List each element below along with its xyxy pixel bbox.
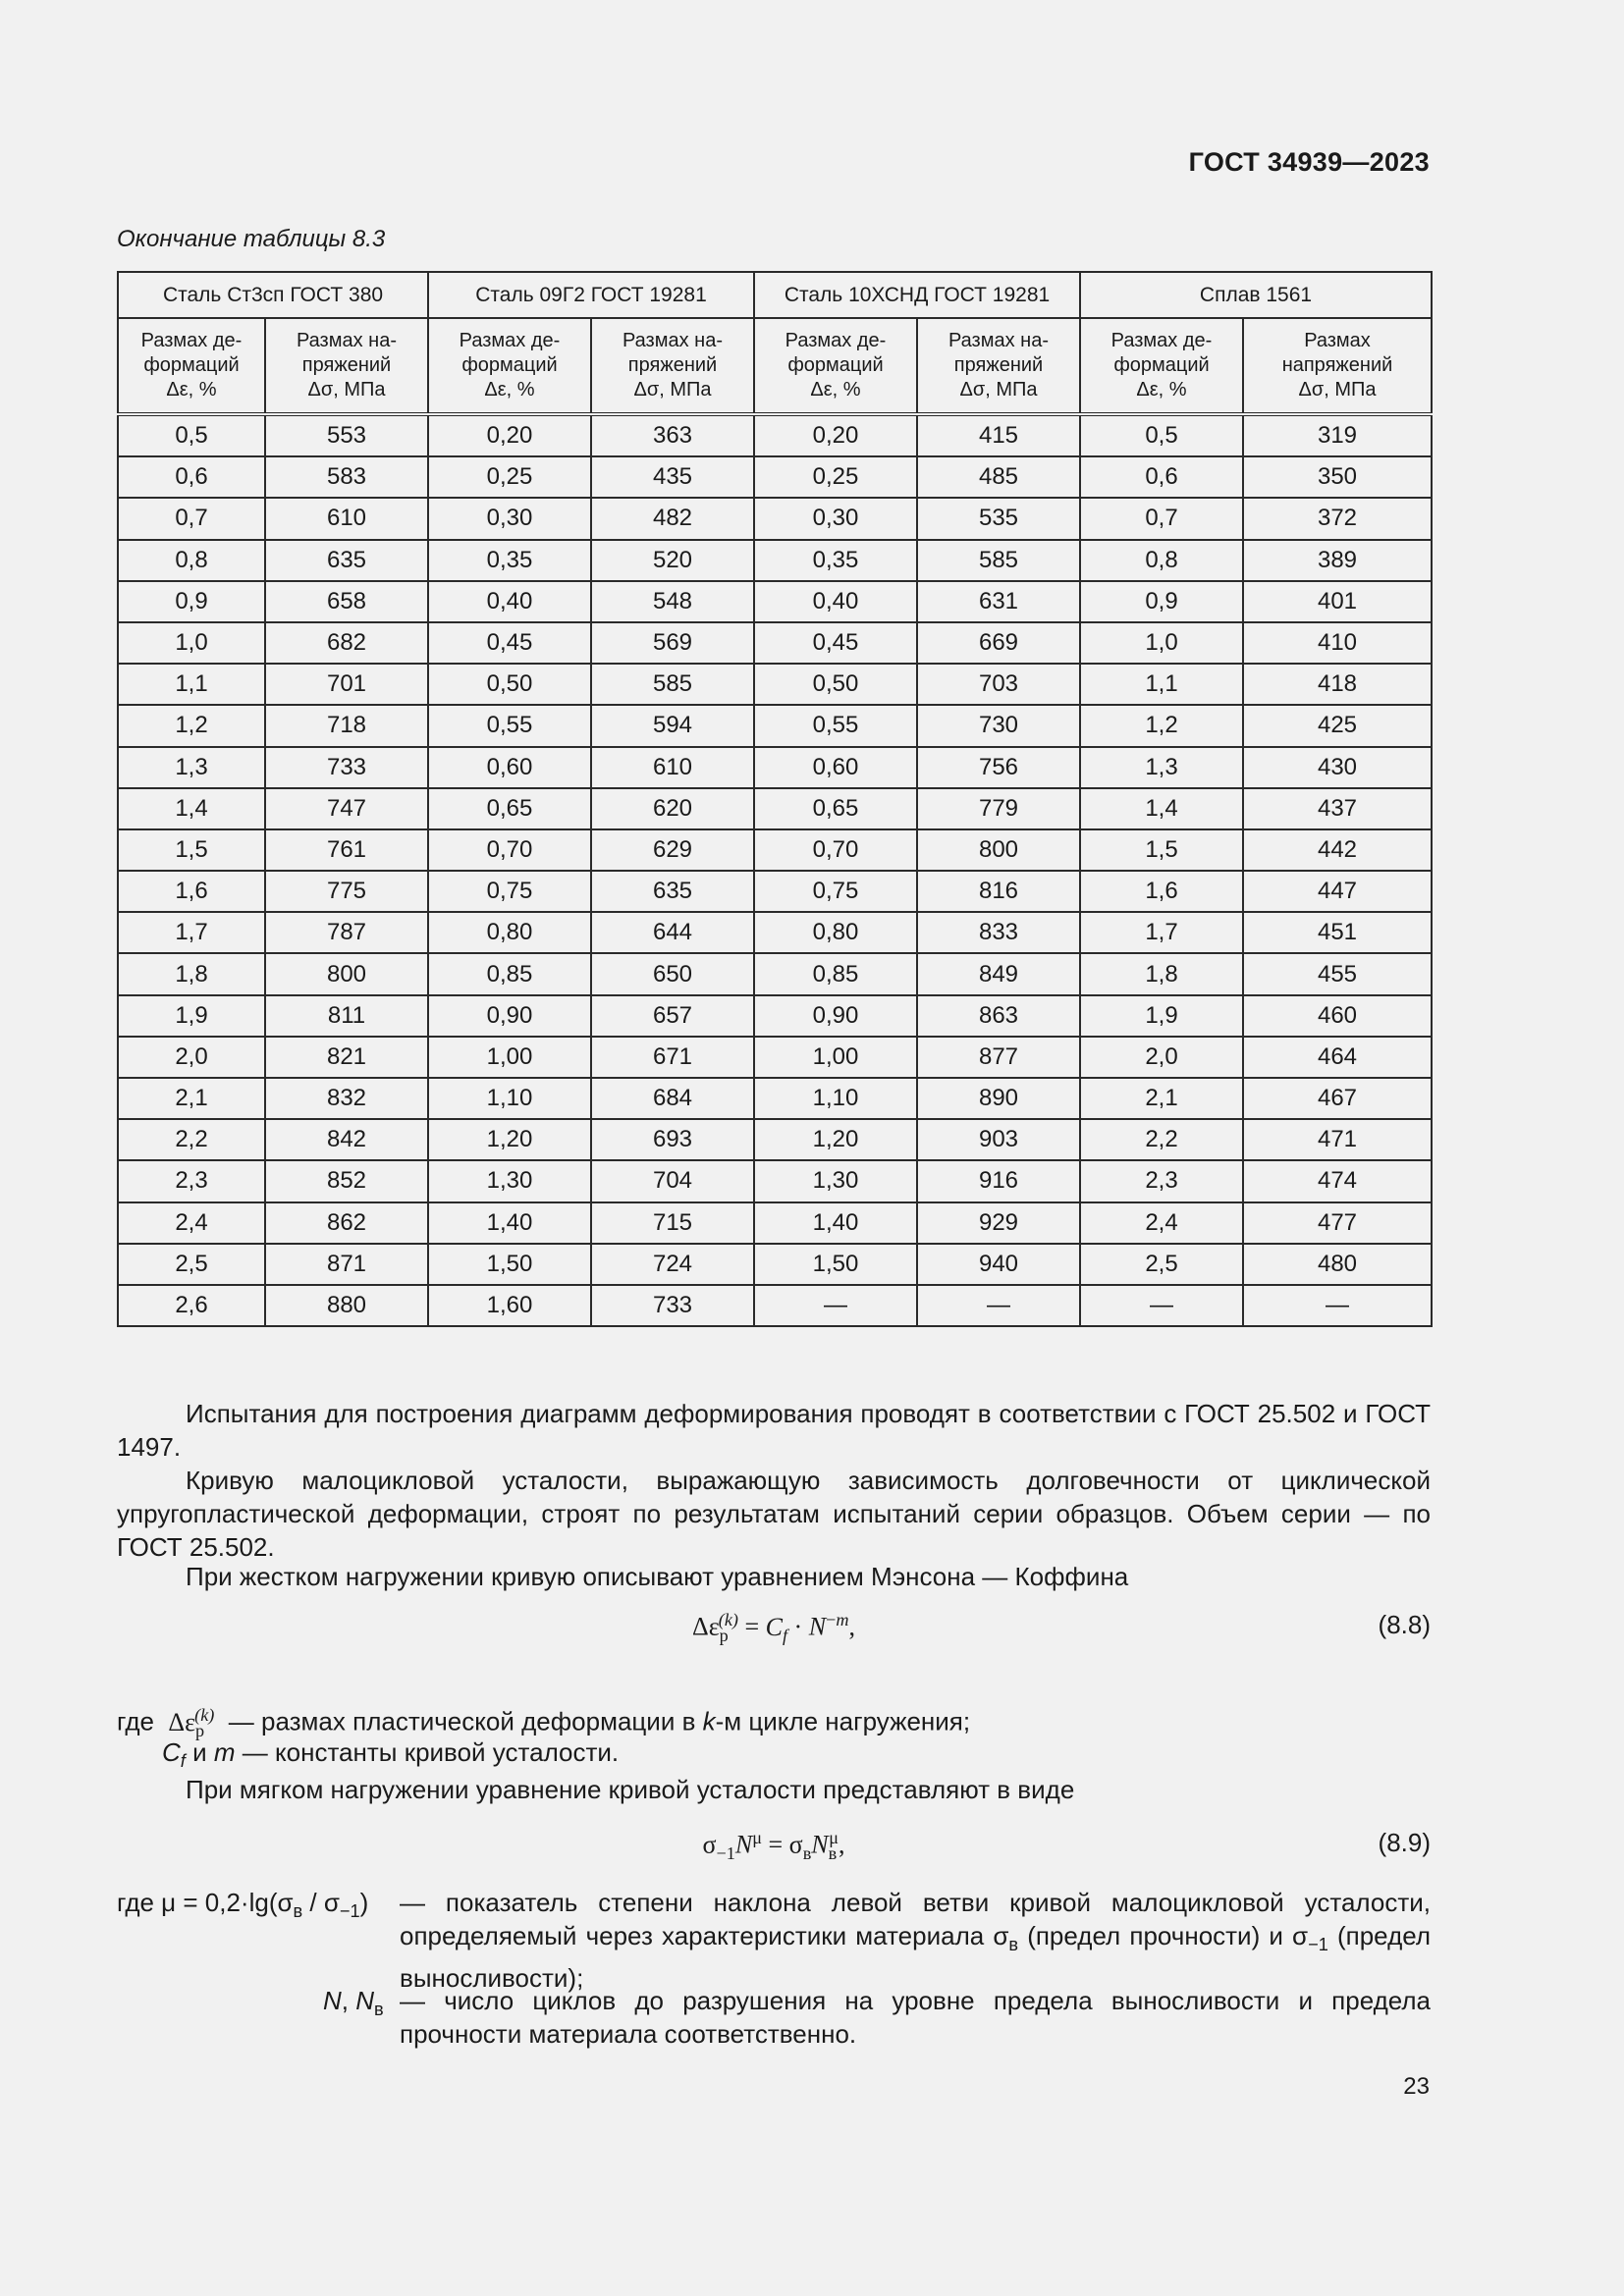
table-cell: — [754, 1285, 917, 1326]
table-cell: 0,45 [754, 622, 917, 664]
column-header-line: формаций [461, 354, 558, 376]
table-cell: 1,4 [118, 788, 265, 829]
table-cell: 629 [591, 829, 754, 871]
table-cell: 704 [591, 1160, 754, 1201]
table-row [118, 581, 1432, 622]
table-row [118, 995, 1432, 1037]
table-cell: 442 [1243, 829, 1432, 871]
table-cell: 1,00 [754, 1037, 917, 1078]
table-cell: 0,80 [754, 912, 917, 953]
column-header-line: Размах де- [785, 330, 887, 351]
table-cell: 594 [591, 705, 754, 746]
table-cell: 610 [591, 747, 754, 788]
table-cell: 1,6 [1080, 871, 1243, 912]
document-code: ГОСТ 34939—2023 [1188, 147, 1430, 177]
table-cell: 447 [1243, 871, 1432, 912]
table-cell: 800 [917, 829, 1080, 871]
table-cell: 701 [265, 664, 428, 705]
column-header-line: Размах [1304, 330, 1371, 351]
table-cell: 418 [1243, 664, 1432, 705]
table-cell: 2,2 [1080, 1119, 1243, 1160]
table-cell: 0,6 [1080, 456, 1243, 498]
table-cell: 747 [265, 788, 428, 829]
table-row [118, 1285, 1432, 1326]
paragraph-curve: Кривую малоцикловой усталости, выражающую зависимость долговечности от циклической упругопластической деформации, строят по результатам испытаний серии образцов. Объем серии — по ГОСТ 25.502. [117, 1466, 1431, 1562]
table-cell: 671 [591, 1037, 754, 1078]
column-header [428, 318, 591, 414]
column-header-line: Размах на- [296, 330, 397, 351]
table-row [118, 1037, 1432, 1078]
table-cell: 0,45 [428, 622, 591, 664]
table-row [118, 1202, 1432, 1244]
table-cell: 724 [591, 1244, 754, 1285]
table-cell: 842 [265, 1119, 428, 1160]
table-cell: 811 [265, 995, 428, 1037]
column-header-line: формаций [143, 354, 240, 376]
table-cell: 1,30 [428, 1160, 591, 1201]
table-cell: 1,50 [428, 1244, 591, 1285]
table-row [118, 622, 1432, 664]
table-row [118, 456, 1432, 498]
table-cell: 718 [265, 705, 428, 746]
table-cell: 730 [917, 705, 1080, 746]
table-cell: 1,20 [428, 1119, 591, 1160]
table-cell: 1,0 [1080, 622, 1243, 664]
column-header-line: напряжений [1281, 354, 1393, 376]
table-cell: 800 [265, 953, 428, 994]
table-cell: 779 [917, 788, 1080, 829]
table-cell: 693 [591, 1119, 754, 1160]
table-cell: 1,6 [118, 871, 265, 912]
table-cell: 0,30 [754, 498, 917, 539]
table-cell: 787 [265, 912, 428, 953]
paragraph-soft: При мягком нагружении уравнение кривой усталости представляют в виде [186, 1775, 1075, 1804]
table-cell: 583 [265, 456, 428, 498]
table-cell: 535 [917, 498, 1080, 539]
table-cell: 451 [1243, 912, 1432, 953]
table-cell: 0,25 [428, 456, 591, 498]
table-cell: 0,90 [428, 995, 591, 1037]
column-header [118, 318, 265, 414]
table-cell: 0,7 [1080, 498, 1243, 539]
table-cell: 435 [591, 456, 754, 498]
table-cell: 650 [591, 953, 754, 994]
table-cell: 1,10 [754, 1078, 917, 1119]
table-cell: 610 [265, 498, 428, 539]
table-cell: 816 [917, 871, 1080, 912]
table-cell: — [1243, 1285, 1432, 1326]
table-cell: 401 [1243, 581, 1432, 622]
table-cell: 0,8 [1080, 540, 1243, 581]
table-cell: 0,8 [118, 540, 265, 581]
column-header-line: Δσ, МПа [307, 379, 386, 400]
table-cell: 553 [265, 414, 428, 456]
table-cell: 0,85 [428, 953, 591, 994]
column-header-line: Размах де- [459, 330, 561, 351]
table-cell: 880 [265, 1285, 428, 1326]
table-cell: 460 [1243, 995, 1432, 1037]
table-cell: — [917, 1285, 1080, 1326]
column-header [1243, 318, 1432, 414]
table-cell: 350 [1243, 456, 1432, 498]
table-cell: 1,7 [118, 912, 265, 953]
table-row [118, 953, 1432, 994]
table-cell: 0,9 [1080, 581, 1243, 622]
table-cell: 862 [265, 1202, 428, 1244]
table-cell: 0,7 [118, 498, 265, 539]
table-cell: 775 [265, 871, 428, 912]
column-header [591, 318, 754, 414]
table-cell: 0,35 [754, 540, 917, 581]
table-cell: 0,40 [754, 581, 917, 622]
column-header-line: Δσ, МПа [1298, 379, 1377, 400]
table-cell: 1,9 [1080, 995, 1243, 1037]
table-cell: 2,4 [118, 1202, 265, 1244]
table-cell: 464 [1243, 1037, 1432, 1078]
table-row [118, 540, 1432, 581]
table-cell: 0,80 [428, 912, 591, 953]
table-cell: 2,6 [118, 1285, 265, 1326]
table-cell: 425 [1243, 705, 1432, 746]
data-table [117, 271, 1433, 1327]
table-cell: 0,55 [428, 705, 591, 746]
table-cell: 1,2 [1080, 705, 1243, 746]
table-cell: 548 [591, 581, 754, 622]
table-row [118, 1078, 1432, 1119]
table-cell: 1,50 [754, 1244, 917, 1285]
table-cell: 1,2 [118, 705, 265, 746]
table-cell: 733 [591, 1285, 754, 1326]
column-header-line: пряжений [301, 354, 392, 376]
column-header-line: Размах де- [140, 330, 243, 351]
table-cell: 1,5 [118, 829, 265, 871]
table-cell: 0,9 [118, 581, 265, 622]
column-header-line: Δσ, МПа [959, 379, 1038, 400]
table-cell: 2,0 [1080, 1037, 1243, 1078]
table-cell: 0,5 [1080, 414, 1243, 456]
table-cell: 0,50 [754, 664, 917, 705]
table-cell: 467 [1243, 1078, 1432, 1119]
table-cell: 635 [591, 871, 754, 912]
table-cell: 833 [917, 912, 1080, 953]
table-cell: 477 [1243, 1202, 1432, 1244]
column-header-line: Δε, % [810, 379, 861, 400]
table-cell: 2,4 [1080, 1202, 1243, 1244]
table-row [118, 829, 1432, 871]
table-cell: 631 [917, 581, 1080, 622]
table-row [118, 414, 1432, 456]
table-cell: 0,75 [428, 871, 591, 912]
table-cell: 703 [917, 664, 1080, 705]
table-cell: 0,90 [754, 995, 917, 1037]
table-cell: 1,3 [118, 747, 265, 788]
table-cell: 929 [917, 1202, 1080, 1244]
table-row [118, 498, 1432, 539]
table-cell: 585 [591, 664, 754, 705]
table-cell: 0,50 [428, 664, 591, 705]
table-cell: 1,8 [118, 953, 265, 994]
paragraph-tests: Испытания для построения диаграмм деформирования проводят в соответствии с ГОСТ 25.502 и ГОСТ 1497. [117, 1399, 1431, 1462]
table-cell: 1,7 [1080, 912, 1243, 953]
table-cell: 644 [591, 912, 754, 953]
formula-soft-loading: $\sigma_{-1}N^\mu = \sigma_вN_в^\mu$, [702, 1828, 845, 1863]
group-header-10hsnd: Сталь 10ХСНД ГОСТ 19281 [754, 272, 1080, 318]
table-cell: 852 [265, 1160, 428, 1201]
table-cell: 871 [265, 1244, 428, 1285]
table-cell: 916 [917, 1160, 1080, 1201]
table-cell: 0,70 [754, 829, 917, 871]
table-cell: 1,3 [1080, 747, 1243, 788]
table-cell: 482 [591, 498, 754, 539]
table-cell: 0,65 [428, 788, 591, 829]
table-cell: 415 [917, 414, 1080, 456]
table-cell: 0,25 [754, 456, 917, 498]
table-cell: 0,30 [428, 498, 591, 539]
table-cell: 0,5 [118, 414, 265, 456]
table-cell: 1,60 [428, 1285, 591, 1326]
table-cell: 0,20 [428, 414, 591, 456]
table-cell: 761 [265, 829, 428, 871]
table-row [118, 747, 1432, 788]
where-delta-eps: где $\Delta\varepsilon_р^{(k)}$ — размах пластической деформации в k-м цикле нагружения; [117, 1705, 971, 1740]
table-cell: — [1080, 1285, 1243, 1326]
column-header-line: Δε, % [166, 379, 217, 400]
table-row [118, 871, 1432, 912]
equation-8-9 [117, 1828, 1431, 1867]
column-header [265, 318, 428, 414]
group-header-st3sp: Сталь Ст3сп ГОСТ 380 [118, 272, 428, 318]
paragraph-rigid: При жестком нагружении кривую описывают уравнением Мэнсона — Коффина [186, 1562, 1129, 1591]
table-cell: 715 [591, 1202, 754, 1244]
table-cell: 1,8 [1080, 953, 1243, 994]
table-cell: 389 [1243, 540, 1432, 581]
table-cell: 0,85 [754, 953, 917, 994]
table-cell: 2,5 [118, 1244, 265, 1285]
table-cell: 1,40 [754, 1202, 917, 1244]
table-cell: 849 [917, 953, 1080, 994]
column-header-line: Размах де- [1110, 330, 1213, 351]
table-cell: 2,3 [1080, 1160, 1243, 1201]
table-cell: 2,1 [118, 1078, 265, 1119]
column-header-line: Размах на- [947, 330, 1049, 351]
table-cell: 1,1 [1080, 664, 1243, 705]
table-cell: 1,00 [428, 1037, 591, 1078]
column-header-line: Δε, % [484, 379, 535, 400]
table-row [118, 1119, 1432, 1160]
table-cell: 410 [1243, 622, 1432, 664]
table-cell: 480 [1243, 1244, 1432, 1285]
table-cell: 455 [1243, 953, 1432, 994]
table-cell: 1,20 [754, 1119, 917, 1160]
table-cell: 1,30 [754, 1160, 917, 1201]
table-cell: 1,1 [118, 664, 265, 705]
table-row [118, 1244, 1432, 1285]
column-header-line: формаций [787, 354, 884, 376]
equation-8-8 [117, 1610, 1431, 1649]
table-cell: 1,10 [428, 1078, 591, 1119]
table-caption: Окончание таблицы 8.3 [117, 226, 386, 252]
column-header-line: Размах на- [622, 330, 723, 351]
table-cell: 585 [917, 540, 1080, 581]
table-cell: 0,65 [754, 788, 917, 829]
table-cell: 363 [591, 414, 754, 456]
page-number: 23 [1403, 2073, 1430, 2100]
table-cell: 0,20 [754, 414, 917, 456]
table-cell: 756 [917, 747, 1080, 788]
table-cell: 682 [265, 622, 428, 664]
equation-number: (8.9) [1378, 1828, 1431, 1857]
table-cell: 1,40 [428, 1202, 591, 1244]
column-header [1080, 318, 1243, 414]
table-cell: 0,55 [754, 705, 917, 746]
table-cell: 940 [917, 1244, 1080, 1285]
table-cell: 890 [917, 1078, 1080, 1119]
table-cell: 903 [917, 1119, 1080, 1160]
table-row [118, 705, 1432, 746]
table-cell: 569 [591, 622, 754, 664]
table-cell: 372 [1243, 498, 1432, 539]
formula-manson-coffin: $\Delta\varepsilon_р^{(k)} = C_f \cdot N^{-m}$, [692, 1610, 855, 1645]
table-row [118, 664, 1432, 705]
column-header-line: формаций [1113, 354, 1210, 376]
table-cell: 471 [1243, 1119, 1432, 1160]
table-cell: 620 [591, 788, 754, 829]
table-cell: 2,5 [1080, 1244, 1243, 1285]
table-cell: 485 [917, 456, 1080, 498]
column-header-line: Δε, % [1136, 379, 1187, 400]
table-cell: 1,0 [118, 622, 265, 664]
table-cell: 0,40 [428, 581, 591, 622]
table-cell: 684 [591, 1078, 754, 1119]
table-row [118, 912, 1432, 953]
table-cell: 1,5 [1080, 829, 1243, 871]
table-cell: 520 [591, 540, 754, 581]
group-header-1561: Сплав 1561 [1080, 272, 1432, 318]
table-cell: 2,2 [118, 1119, 265, 1160]
table-row [118, 1160, 1432, 1201]
table-cell: 0,60 [754, 747, 917, 788]
table-cell: 658 [265, 581, 428, 622]
where-constants: $C_f$ и m — константы кривой усталости. [162, 1737, 620, 1772]
table-row [118, 788, 1432, 829]
table-cell: 0,60 [428, 747, 591, 788]
table-cell: 437 [1243, 788, 1432, 829]
column-header [917, 318, 1080, 414]
table-cell: 319 [1243, 414, 1432, 456]
table-cell: 877 [917, 1037, 1080, 1078]
column-header-line: пряжений [953, 354, 1044, 376]
table-cell: 0,70 [428, 829, 591, 871]
table-cell: 2,3 [118, 1160, 265, 1201]
table-cell: 821 [265, 1037, 428, 1078]
table-cell: 474 [1243, 1160, 1432, 1201]
table-cell: 430 [1243, 747, 1432, 788]
group-header-09g2: Сталь 09Г2 ГОСТ 19281 [428, 272, 754, 318]
table-cell: 2,0 [118, 1037, 265, 1078]
table-cell: 733 [265, 747, 428, 788]
table-cell: 1,4 [1080, 788, 1243, 829]
table-cell: 0,6 [118, 456, 265, 498]
table-cell: 863 [917, 995, 1080, 1037]
column-header-line: Δσ, МПа [633, 379, 712, 400]
table-cell: 635 [265, 540, 428, 581]
table-cell: 2,1 [1080, 1078, 1243, 1119]
table-cell: 1,9 [118, 995, 265, 1037]
table-cell: 0,75 [754, 871, 917, 912]
table-cell: 832 [265, 1078, 428, 1119]
table-cell: 669 [917, 622, 1080, 664]
table-cell: 657 [591, 995, 754, 1037]
table-cell: 0,35 [428, 540, 591, 581]
equation-number: (8.8) [1378, 1610, 1431, 1639]
column-header-line: пряжений [627, 354, 718, 376]
column-header [754, 318, 917, 414]
